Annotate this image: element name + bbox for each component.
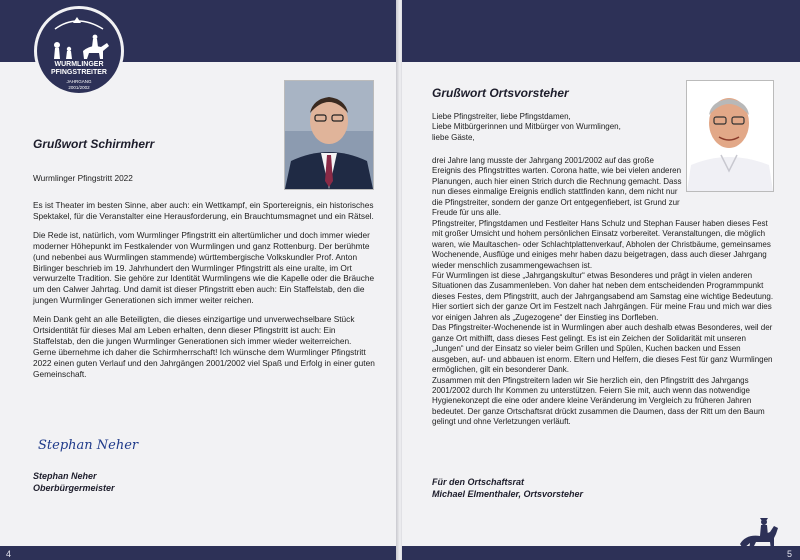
logo-title: WURMLINGER PFINGSTREITER: [50, 61, 107, 76]
page-number: 4: [6, 549, 12, 559]
closing-line: Michael Elmenthaler, Ortsvorsteher: [432, 489, 584, 499]
greeting-line: liebe Gäste,: [432, 132, 475, 142]
closing-line: Für den Ortschaftsrat: [432, 477, 525, 487]
right-paragraph: Das Pfingstreiter-Wochenende ist in Wurmlingen aber auch deshalb etwas Besonderes, weil der ganze Ort mithilft, dass dieses Fest gelingt. Es ist ein Zeichen der Solidarität mit unseren „Jungen“ und der Einsatz so vieler beim Grillen und Spülen, Kuchen backen und Essen ausgeben, auf- und abbauen ist enorm. Eltern und Helfern, die dieses Fest für ganz Wurmlingen ermöglichen, gilt ein besonderer Dank.: [432, 323, 773, 375]
left-body: [33, 200, 375, 388]
rider-silhouette-icon: [37, 11, 121, 61]
signer-block: [33, 470, 115, 494]
right-paragraph: Für Wurmlingen ist diese „Jahrgangskultur“ etwas Besonderes und prägt in vielen anderen Situationen das Zusammenleben. Von daher hat neben dem entscheidenden Programmpunkt dieses Festes, dem Pfingstritt, auch der Jahrgangsabend am Samstag eine wichtige Bedeutung. Hier sortiert sich der ganze Ort im Festzelt nach Jahrgängen. Für meine Frau und mich war dies vor einigen Jahren als „Zugezogene“ der Einstieg ins Dorfleben.: [432, 270, 774, 322]
pfingstreiter-logo: [34, 6, 124, 96]
signer-name: Stephan Neher: [33, 471, 97, 481]
left-paragraph: Die Rede ist, natürlich, vom Wurmlinger Pfingstritt ein altertümlicher und doch immer wieder moderner Höhepunkt im Festkalender von Wurmlingen und ganz Rottenburg. Der berühmte (und nebenbei aus Wurmlingen stammende) württembergische Volkskundler Prof. Anton Birlinger beschrieb im 19. Jahrhundert den Wurmlinger Pfingstritt als eine uralte, im Ort verwurzelte Tradition. Sie gehöre zur Identität Wurmlingens wie die Kapelle oder die Bräuche um den Calwer Jahrtag. Und damit ist dieser Pfingstritt eben auch: Ein Staffelstab, den die jungen Wurmlinger Generationen sich immer weiter reichen.: [33, 229, 375, 306]
greeting: [432, 112, 682, 143]
page-number: 5: [786, 549, 792, 559]
left-paragraph: Mein Dank geht an alle Beteiligten, die dieses einzigartige und unverwechselbare Stück Ortsidentität für dieses Mal am Leben erhalten, denn dieser Pfingstritt ist auch: Ein Staffelstab, den die jungen Wurmlinger Generationen sich immer wieder weiterreichen. Gerne übernehme ich daher die Schirmherrschaft! Ich wünsche dem Wurmlinger Pfingstritt 2022 einen guten Verlauf und den Jahrgängen 2001/2002 viel Spaß und Erfolg in einer guten Gemeinschaft.: [33, 314, 375, 379]
left-subheading: Wurmlinger Pfingstritt 2022: [33, 173, 133, 183]
schirmherr-portrait: [284, 80, 374, 190]
right-body: [432, 156, 776, 428]
horse-rider-icon: [736, 514, 786, 552]
right-paragraph: Pfingstreiter, Pfingstdamen und Festleiter Hans Schulz und Stephan Fauser haben dieses Fest mit großer Umsicht und hohem persönlichen Einsatz vorbereitet. Veranstaltungen, die möglich waren, wie Maultaschen- oder Schlachtplattenverkauf, Abholen der Christbäume, gemeinsames Wochenende, Ausflüge und einiges mehr haben dazu beigetragen, dass auch dieser Jahrgang wieder menschlich zusammengewachsen ist.: [432, 218, 771, 270]
left-paragraph: Es ist Theater im besten Sinne, aber auch: ein Wettkampf, ein Sportereignis, ein historisches Spektakel, für die Veranstalter eine Herausforderung, ein Brauchtumsmagnet und ein Rätsel.: [33, 200, 374, 221]
signer-title: Oberbürgermeister: [33, 483, 115, 493]
left-page: [0, 0, 398, 560]
greeting-line: Liebe Mitbürgerinnen und Mitbürger von Wurmlingen,: [432, 122, 621, 132]
greeting-line: Liebe Pfingstreiter, liebe Pfingstdamen,: [432, 112, 571, 121]
right-paragraph: drei Jahre lang musste der Jahrgang 2001/2002 auf das große Ereignis des Pfingstrittes warten. Corona hatte, wie bei vielen anderen Planungen, auch hier einen Strich durch die Rechnung gemacht. Dass nun dieses einmalige Ereignis endlich stattfinden kann, dem nicht nur die Pfingstreiter, sondern der ganze Ort entgegenfiebert, ist Grund zur Freude für uns alle.: [432, 156, 682, 218]
top-band: [402, 0, 800, 62]
logo-subtitle: JAHRGANG 2001/2002: [66, 79, 92, 90]
right-heading: Grußwort Ortsvorsteher: [432, 86, 569, 100]
right-page: [402, 0, 800, 560]
signature: Stephan Neher: [38, 438, 139, 453]
right-paragraph: Zusammen mit den Pfingstreitern laden wir Sie herzlich ein, den Pfingstritt des Jahrgangs 2001/2002 durch Ihr Kommen zu unterstützen. Feiern Sie mit, auch wenn das notwendige Hygienekonzept die eine oder andere kleine Veränderung im Vergleich zu früheren Jahren bedeutet. Der ganze Ortschaftsrat drückt zusammen die Daumen, dass der Ritt um den Baum gelingt und ohne Verletzungen verläuft.: [432, 375, 765, 427]
closing-block: [432, 476, 583, 500]
left-heading: Grußwort Schirmherr: [33, 137, 155, 151]
portrait-image: [285, 81, 373, 189]
bottom-band: [0, 546, 398, 560]
